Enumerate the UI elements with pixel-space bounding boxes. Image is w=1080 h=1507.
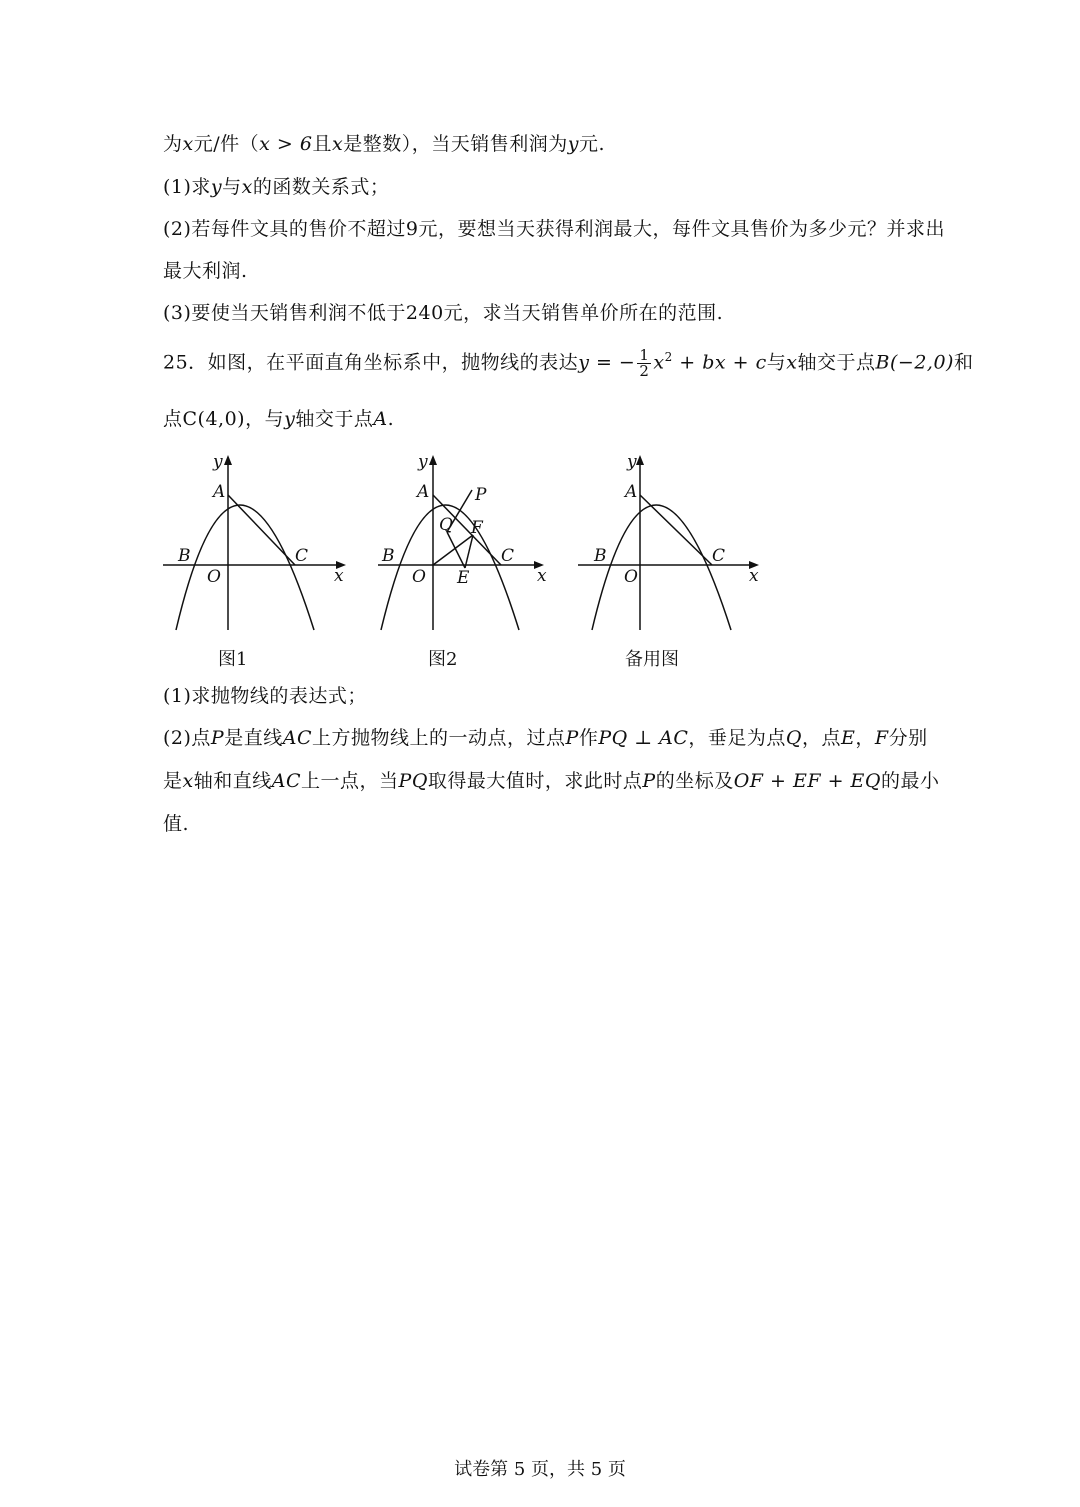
p24-q2-line2: 最大利润. <box>163 260 248 282</box>
label-o: O <box>207 567 221 587</box>
label-a: A <box>213 482 226 502</box>
y-axis-arrow-icon <box>429 455 437 465</box>
label-x: x <box>537 566 547 586</box>
figure-spare-caption: 备用图 <box>625 649 679 670</box>
p25-q1: (1)求抛物线的表达式； <box>163 685 367 707</box>
label-q: Q <box>439 515 453 535</box>
label-x: x <box>749 566 759 586</box>
label-a: A <box>625 482 638 502</box>
label-x: x <box>334 566 344 586</box>
label-p: P <box>475 485 487 505</box>
line-ac <box>640 495 712 565</box>
p25-line1: 25．如图，在平面直角坐标系中，抛物线的表达y = − $\frac{1}{2}$ $x^2$ + bx + c与x轴交于点B(−2,0)和 <box>163 346 974 380</box>
p24-q3: (3)要使当天销售利润不低于240元，求当天销售单价所在的范围. <box>163 302 724 324</box>
figure-2 <box>375 450 565 635</box>
p25-q2-line3: 值. <box>163 813 190 835</box>
label-o: O <box>624 567 638 587</box>
parabola <box>176 505 314 630</box>
fraction-half: $\frac{1}{2}$ <box>639 346 650 380</box>
p25-line2: 点C(4,0)，与y轴交于点A. <box>163 408 395 430</box>
p25-q2-line1: (2)点P是直线AC上方抛物线上的一动点，过点P作PQ ⊥ AC，垂足为点Q，点E，F分别 <box>163 727 928 749</box>
y-axis-arrow-icon <box>636 455 644 465</box>
label-f: F <box>471 518 483 538</box>
parabola <box>592 505 731 630</box>
p24-q1: (1)求y与x的函数关系式； <box>163 176 390 198</box>
figure-2-caption: 图2 <box>428 649 458 670</box>
page-footer: 试卷第 5 页，共 5 页 <box>454 1459 626 1480</box>
p25-q2-line2: 是x轴和直线AC上一点，当PQ取得最大值时，求此时点P的坐标及OF + EF + EQ的最小 <box>163 770 940 792</box>
label-e: E <box>457 568 470 588</box>
line-qe <box>447 532 465 568</box>
label-b: B <box>178 546 191 566</box>
y-axis-arrow-icon <box>224 455 232 465</box>
label-y: y <box>213 452 223 472</box>
label-a: A <box>417 482 430 502</box>
label-c: C <box>712 546 726 566</box>
p24-line1: 为x元/件（x > 6且x是整数），当天销售利润为y元. <box>163 133 605 155</box>
label-c: C <box>501 546 515 566</box>
label-b: B <box>594 546 607 566</box>
line-ac <box>228 495 295 565</box>
label-c: C <box>295 546 309 566</box>
label-y: y <box>627 452 637 472</box>
p24-q2-line1: (2)若每件文具的售价不超过9元，要想当天获得利润最大，每件文具售价为多少元？并求出 <box>163 218 946 240</box>
label-b: B <box>382 546 395 566</box>
label-o: O <box>412 567 426 587</box>
label-y: y <box>418 452 428 472</box>
figure-1-caption: 图1 <box>218 649 248 670</box>
figure-1 <box>160 450 350 635</box>
figure-spare <box>575 450 765 635</box>
